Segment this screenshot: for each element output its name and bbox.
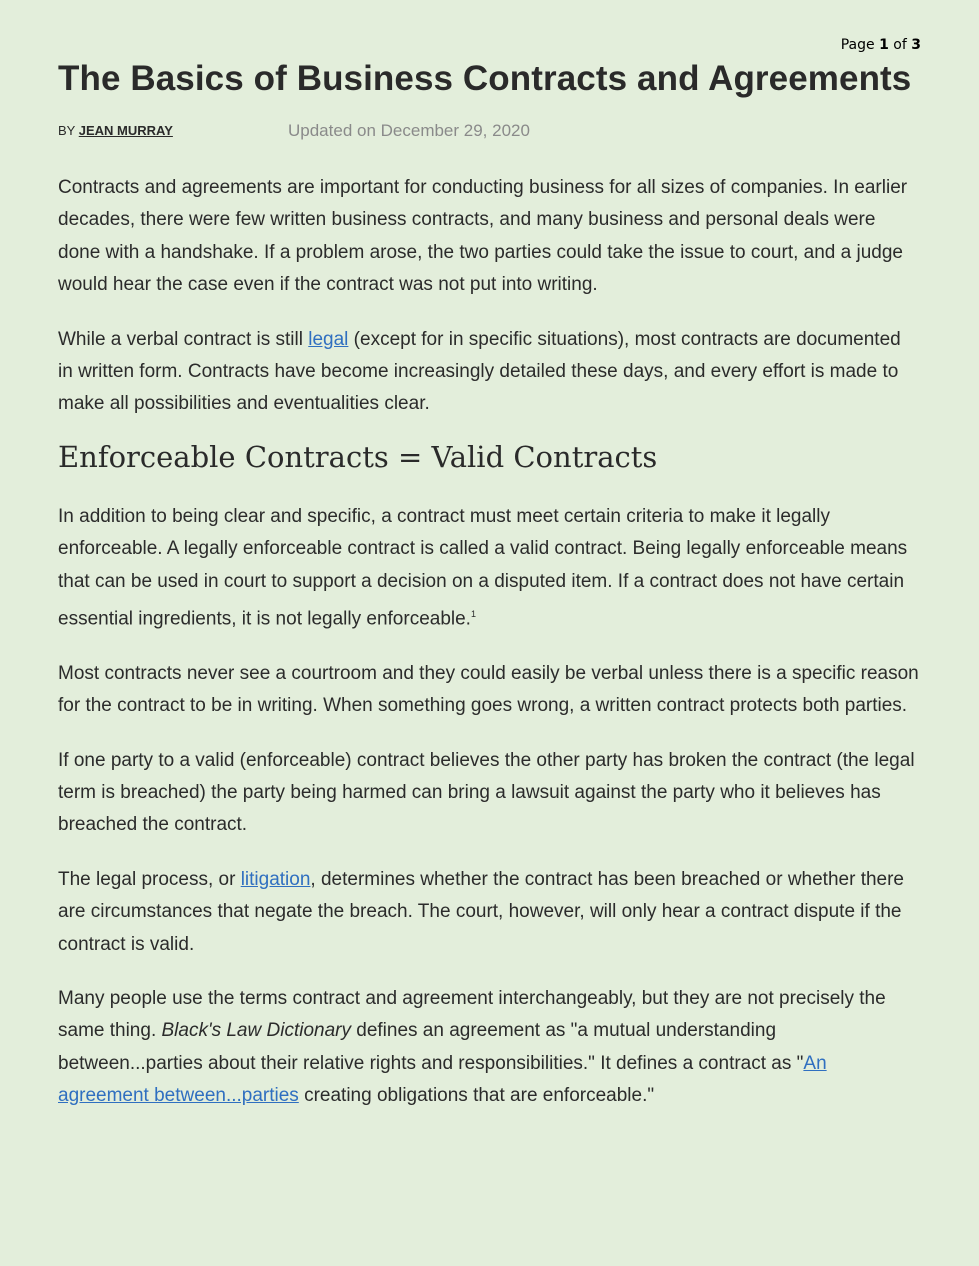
paragraph-definitions: Many people use the terms contract and agreement interchangeably, but they are not precisely the same thing. Black's Law Dictionary defines an agreement as "a mutual understanding between...parties about their relative rights and responsibilities." It defines a contract as "An agreement between...parties creating obligations that are enforceable." [58,988,886,1107]
page-current: 1 [879,37,889,53]
paragraph-enforceable: In addition to being clear and specific, a contract must meet certain criteria to make it legally enforceable. A legally enforceable contract is called a valid contract. Being legally enforceable means that can be used in court to support a decision on a disputed item. If a contract does not have certain essential ingredients, it is not legally enforceable.$^1$ [58,505,908,630]
paragraph-breach: If one party to a valid (enforceable) contract believes the other party has broken the contract (the legal term is breached) the party being harmed can bring a lawsuit against the party who it believes has breached the contract. [58,749,915,836]
litigation-link[interactable]: litigation [240,868,311,890]
dictionary-title: Black's Law Dictionary [161,1020,351,1042]
article-title: The Basics of Business Contracts and Agreements [58,59,912,98]
section-heading: Enforceable Contracts = Valid Contracts [58,439,658,474]
legal-link[interactable]: legal [308,328,349,350]
footnote-ref[interactable]: 1 [470,609,476,620]
page-counter [841,37,921,53]
author-link[interactable]: JEAN MURRAY [78,123,173,138]
byline [58,121,920,141]
paragraph-litigation: The legal process, or litigation, determines whether the contract has been breached or whether there are circumstances that negate the breach. The court, however, will only hear a contract dispute if the contract is valid. [58,868,904,955]
article [58,58,920,1113]
updated-date: Updated on December 29, 2020 [288,121,530,140]
agreement-link[interactable]: An agreement between...parties [58,1052,827,1107]
paragraph-verbal-contract: While a verbal contract is still legal (except for in specific situations), most contracts are documented in written form. Contracts have become increasingly detailed these days, and every effort is made to make all possibilities and eventualities clear. [58,328,901,415]
paragraph-courtroom: Most contracts never see a courtroom and they could easily be verbal unless there is a specific reason for the contract to be in writing. When something goes wrong, a written contract protects both parties. [58,662,919,717]
byline-prefix: BY JEAN MURRAY [58,123,173,138]
page-counter-of: of [893,37,907,53]
page-total: 3 [911,37,921,53]
paragraph-intro: Contracts and agreements are important for conducting business for all sizes of companies. In earlier decades, there were few written business contracts, and many business and personal deals were done with a handshake. If a problem arose, the two parties could take the issue to court, and a judge would hear the case even if the contract was not put into writing. [58,177,908,296]
page-counter-prefix: Page [840,37,875,53]
